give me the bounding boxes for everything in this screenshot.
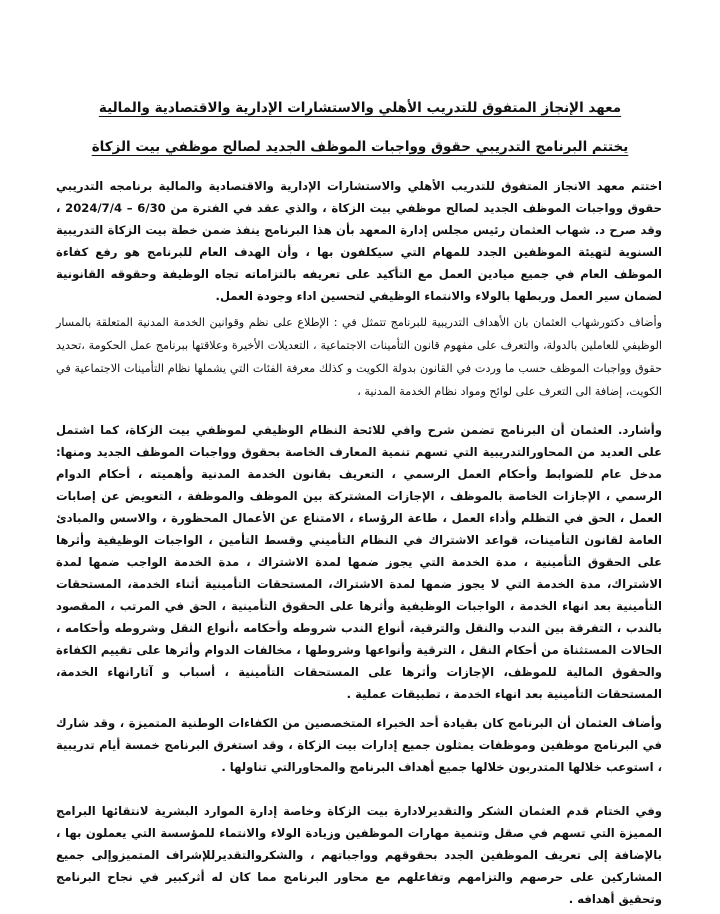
paragraph-closing: وفي الختام قدم العثمان الشكر والتقديرلادارة بيت الزكاة وخاصة إدارة الموارد البشرية لانتقائها البرامج المميزة التي تسهم في صقل وتنمية مهارات الموظفين وزيادة الولاء والانتماء للمؤسسة التي يعملون بها ، بالإضافة إلى تعريف الموظفين الجدد بحقوقهم وواجباتهم ، والشكروالتقديرللإشراف المتميزوإلى جميع المشاركين على حرصهم والتزامهم وتفاعلهم مع محاور البرنامج مما كان له أثركبير في نجاح البرنامج وتحقيق أهدافه .	[56, 804, 662, 906]
paragraph-trainer: وأضاف العثمان أن البرنامج كان بقيادة أحد الخبراء المتخصصين من الكفاءات الوطنية المتميزة ، وقد شارك في البرنامج موظفين وموظفات يمثلون جميع إدارات بيت الزكاة ، وقد استغرق البرنامج خمسة أيام تدريبية ، استوعب خلالها المتدربون خلالها جميع أهداف البرنامج والمحاورالتي تناولها .	[56, 716, 662, 774]
institute-title: معهد الإنجاز المتفوق للتدريب الأهلي والاستشارات الإدارية والاقتصادية والمالية	[98, 100, 622, 116]
paragraph-topics: وأشارد. العثمان أن البرنامج تضمن شرح وافي للائحة النظام الوظيفي لموظفي بيت الزكاة، كما اشتمل على العديد من المحاورالتدريبية التي تسهم تنمية المعارف الخاصة بحقوق وواجبات الموظف الجديد ومنها: مدخل عام للضوابط وأحكام العمل الرسمي ، التعريف بقانون الخدمة المدنية وأهميته ، أحكام الدوام الرسمي ، الإجازات الخاصة بالموظف ، الإجازات المشتركة بين الموظف والموظفة ، التعويض عن إصابات العمل ، الحق في التظلم وأداء العمل ، طاعة الرؤساء ، الامتناع عن الأعمال المحظورة ، والاسس والمبادئ العامة لقانون التأمينات، قواعد الاشتراك في النظام التأميني وقسط التأمين ، الواجبات الوظيفية وأثرها على الحقوق التأمينية ، مدة الخدمة التي يجوز ضمها لمدة الاشتراك ، مدة الخدمة الواجب ضمها لمدة الاشتراك، مدة الخدمة التي لا يجوز ضمها لمدة الاشتراك، المستحقات التأمينية أثناء الخدمة، المستحقات التأمينية بعد انهاء الخدمة ، الواجبات الوظيفية وأثرها على الحقوق التأمينية ، الحق في المرتب ، المقصود بالندب ، التفرقة بين الندب والنقل والترقية، أنواع الندب شروطه وأحكامه ،أنواع النقل وشروطه وأحكامه ، الحالات المستثناة من أحكام النقل ، الترقية وأنواعها وشروطها ، مخالفات الدوام وأثرها على تقييم الكفاءة والحقوق المالية للموظف، الإجازات وأثرها على المستحقات التأمينية ، أسباب و آثارانهاء الخدمة، المستحقات التأمينية بعد انهاء الخدمة ، تطبيقات عملية .	[56, 423, 662, 701]
paragraph-objectives: وأضاف دكتورشهاب العثمان بان الأهداف التدريبية للبرنامج تتمثل في : الإطلاع على نظم وقوانين الخدمة المدنية المتعلقة بالمسار الوظيفي للعاملين بالدولة، والتعرف على مفهوم قانون التأمينات الاجتماعية ، التعديلات الأخيرة وعلاقتها ببرنامج عمل الحكومة ،تحديد حقوق وواجبات الموظف حسب ما وردت في القانون بدولة الكويت و كذلك معرفة الفئات التي يشملها نظام التأمينات الاجتماعية في الكويت، إضافة الى التعرف على لوائح ومواد نظام الخدمة المدنية ،	[56, 316, 662, 398]
paragraph-intro: اختتم معهد الانجاز المتفوق للتدريب الأهلي والاستشارات الإدارية والاقتصادية والمالية برنامجه التدريبي حقوق وواجبات الموظف الجديد لصالح موظفي بيت الزكاة ، والذي عقد في الفترة من 6/30 – 2024/7/4 ، وقد صرح د. شهاب العثمان رئيس مجلس إدارة المعهد بأن هذا البرنامج ينفذ ضمن خطة بيت الزكاة التدريبية السنوية لتهيئة الموظفين الجدد للمهام التي سيكلفون بها ، وأن الهدف العام للبرنامج هو رفع كفاءة الموظف العام في جميع ميادين العمل مع التأكيد على تعريفه بالتزاماته تجاه الوظيفة وحقوقه القانونية لضمان سير العمل وربطها بالولاء والانتماء الوظيفي لتحسين اداء وجودة العمل.	[56, 179, 662, 303]
program-title: يختتم البرنامج التدريبي حقوق وواجبات الموظف الجديد لصالح موظفي بيت الزكاة	[91, 139, 629, 155]
